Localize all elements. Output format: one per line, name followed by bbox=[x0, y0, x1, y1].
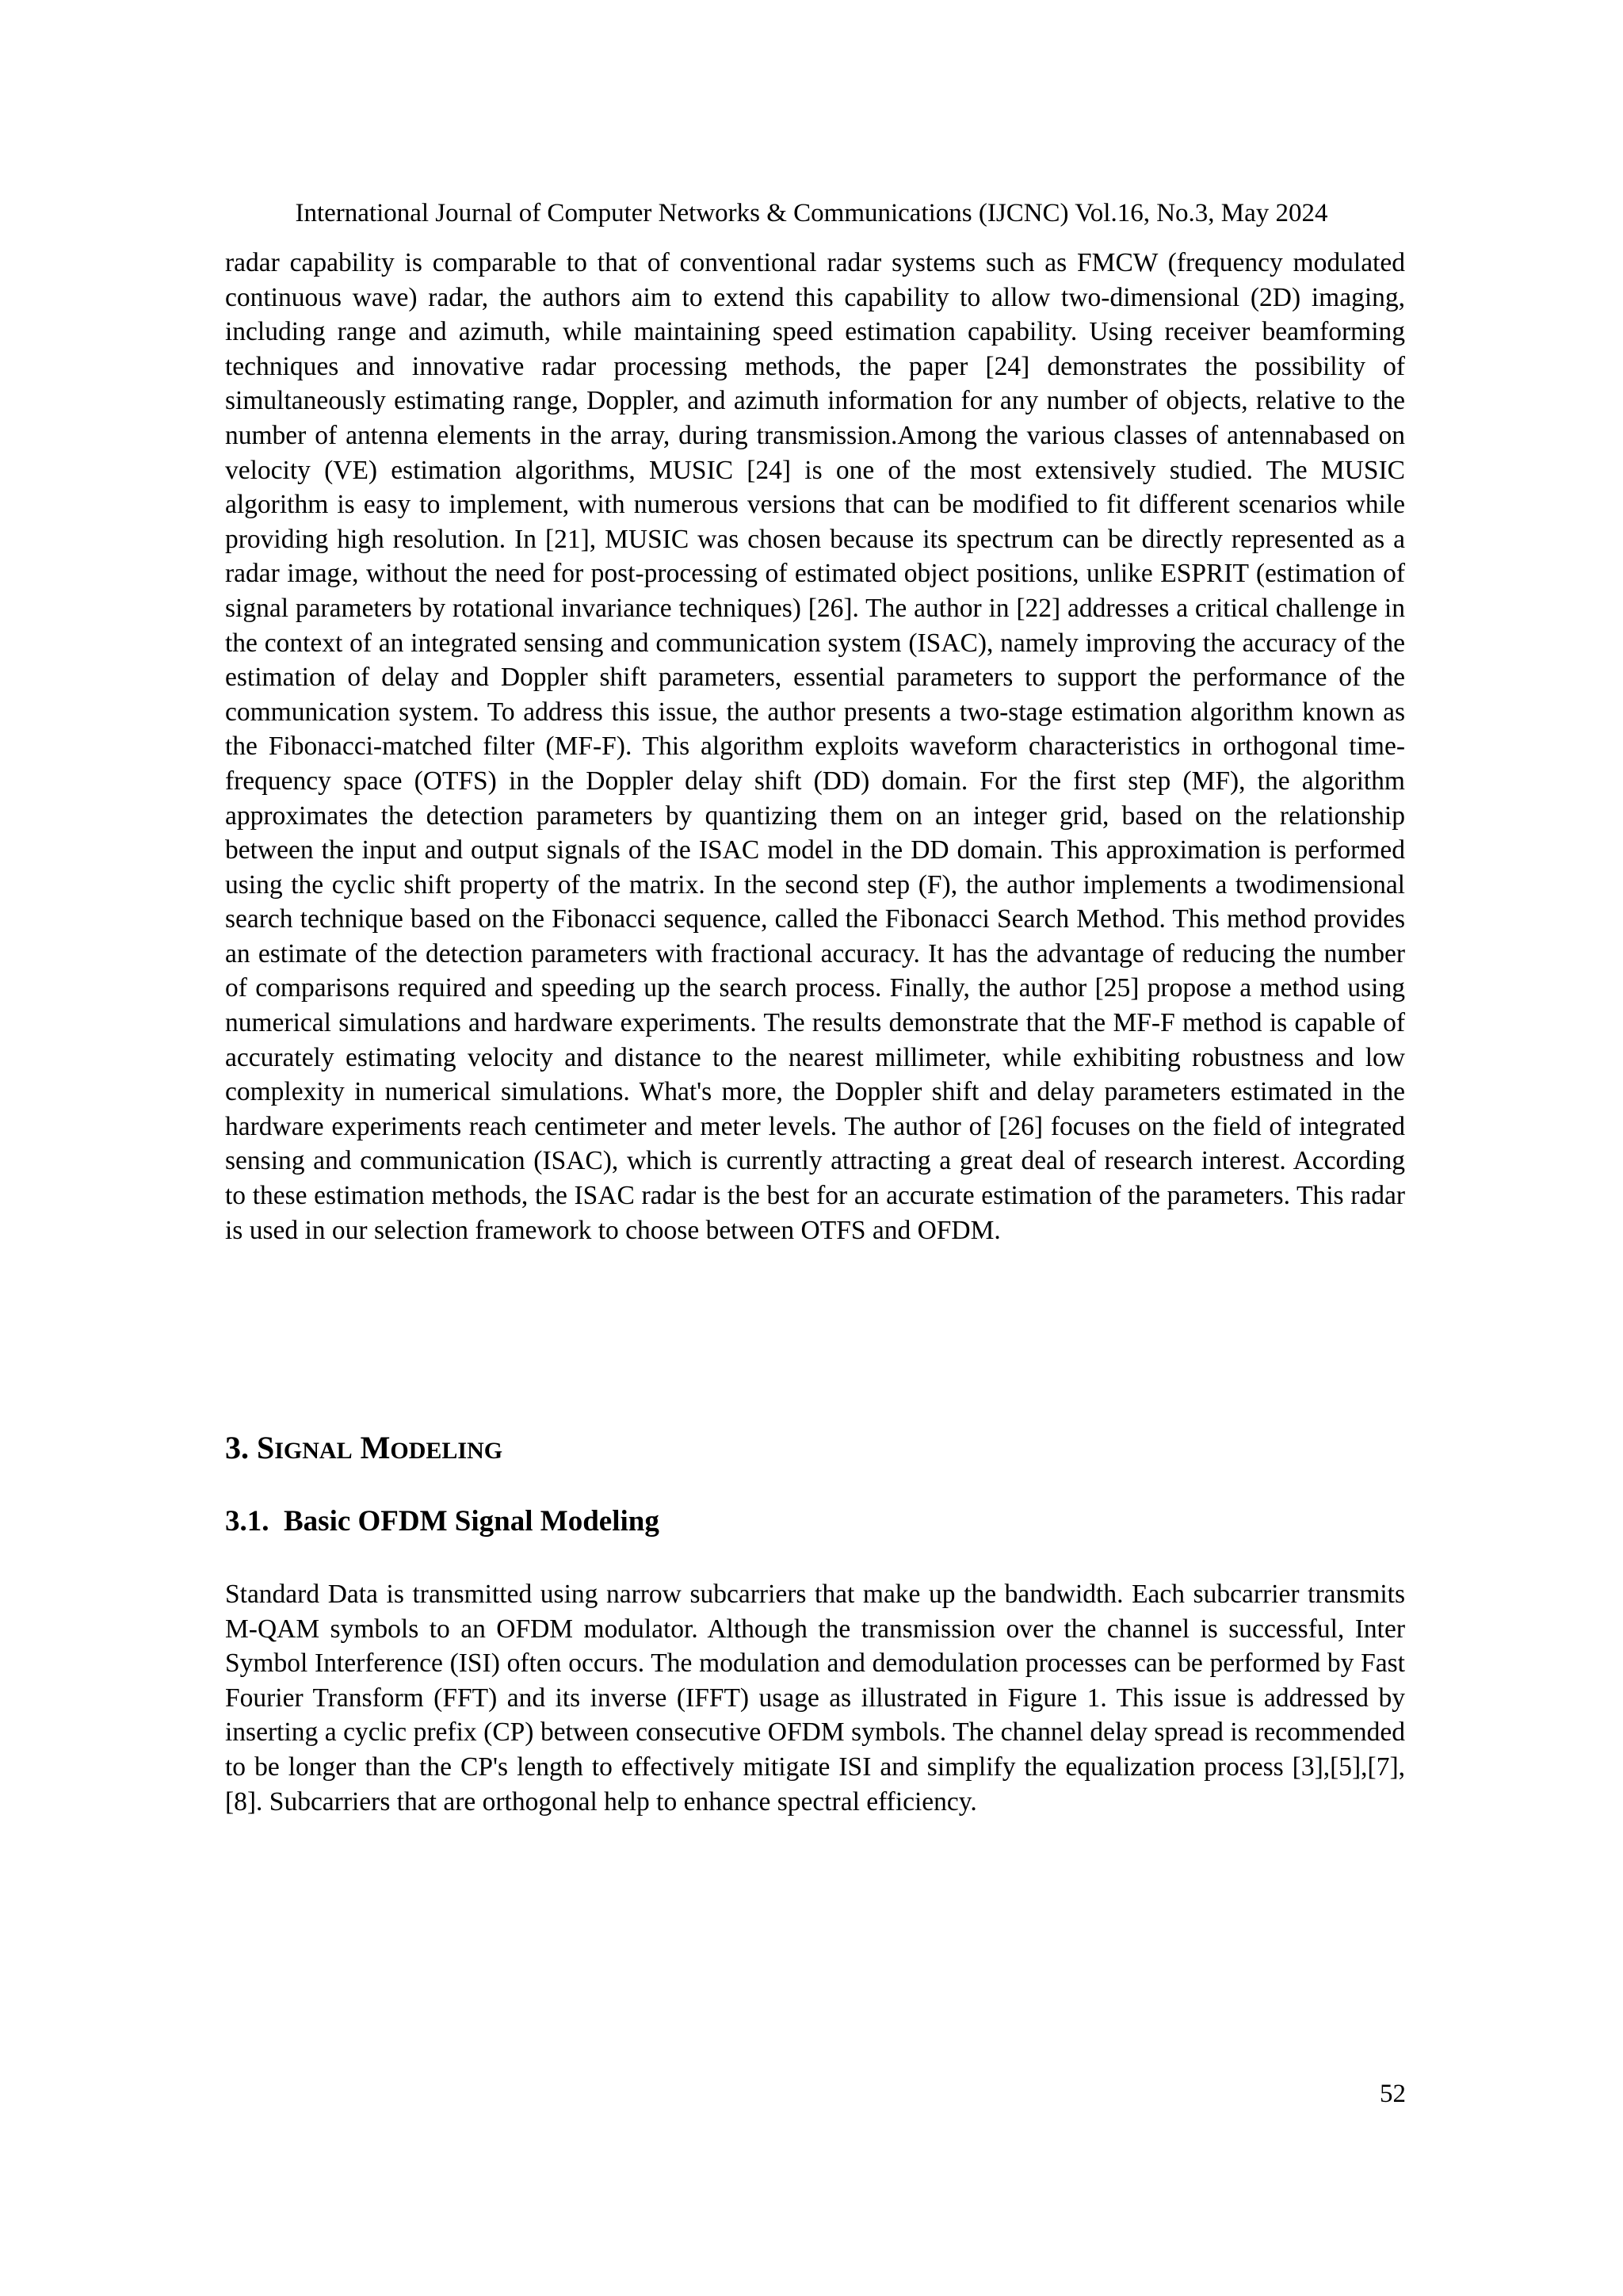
section-title-word1-rest: IGNAL bbox=[274, 1438, 353, 1464]
section-title-word2-initial: M bbox=[360, 1430, 391, 1465]
page-number: 52 bbox=[1380, 2080, 1406, 2108]
body-paragraph-intro: radar capability is comparable to that of conventional radar systems such as FMCW (frequency modulated continuous wave) radar, the authors aim to extend this capability to allow two-dimensional (2D) imaging, including range and azimuth, while maintaining speed estimation capability. Using receiver beamforming techniques and innovative radar processing methods, the paper [24] demonstrates the possibility of simultaneously estimating range, Doppler, and azimuth information for any number of objects, relative to the number of antenna elements in the array, during transmission.Among the various classes of antennabased on velocity (VE) estimation algorithms, MUSIC [24] is one of the most extensively studied. The MUSIC algorithm is easy to implement, with numerous versions that can be modified to fit different scenarios while providing high resolution. In [21], MUSIC was chosen because its spectrum can be directly represented as a radar image, without the need for post-processing of estimated object positions, unlike ESPRIT (estimation of signal parameters by rotational invariance techniques) [26]. The author in [22] addresses a critical challenge in the context of an integrated sensing and communication system (ISAC), namely improving the accuracy of the estimation of delay and Doppler shift parameters, essential parameters to support the performance of the communication system. To address this issue, the author presents a two-stage estimation algorithm known as the Fibonacci-matched filter (MF-F). This algorithm exploits waveform characteristics in orthogonal time-frequency space (OTFS) in the Doppler delay shift (DD) domain. For the first step (MF), the algorithm approximates the detection parameters by quantizing them on an integer grid, based on the relationship between the input and output signals of the ISAC model in the DD domain. This approximation is performed using the cyclic shift property of the matrix. In the second step (F), the author implements a twodimensional search technique based on the Fibonacci sequence, called the Fibonacci Search Method. This method provides an estimate of the detection parameters with fractional accuracy. It has the advantage of reducing the number of comparisons required and speeding up the search process. Finally, the author [25] propose a method using numerical simulations and hardware experiments. The results demonstrate that the MF-F method is capable of accurately estimating velocity and distance to the nearest millimeter, while exhibiting robustness and low complexity in numerical simulations. What's more, the Doppler shift and delay parameters estimated in the hardware experiments reach centimeter and meter levels. The author of [26] focuses on the field of integrated sensing and communication (ISAC), which is currently attracting a great deal of research interest. According to these estimation methods, the ISAC radar is the best for an accurate estimation of the parameters. This radar is used in our selection framework to choose between OTFS and OFDM. bbox=[225, 248, 1405, 1245]
running-header: International Journal of Computer Networks & Communications (IJCNC) Vol.16, No.3, May 2024 bbox=[295, 199, 1328, 227]
subsection-title: Basic OFDM Signal Modeling bbox=[284, 1505, 659, 1538]
section-title-word1-initial: S bbox=[257, 1430, 275, 1465]
subsection-heading-basic-ofdm bbox=[225, 1503, 659, 1541]
body-paragraph-ofdm: Standard Data is transmitted using narrow subcarriers that make up the bandwidth. Each subcarrier transmits M-QAM symbols to an OFDM modulator. Although the transmission over the channel is successful, Inter Symbol Interference (ISI) often occurs. The modulation and demodulation processes can be performed by Fast Fourier Transform (FFT) and its inverse (IFFT) usage as illustrated in Figure 1. This issue is addressed by inserting a cyclic prefix (CP) between consecutive OFDM symbols. The channel delay spread is recommended to be longer than the CP's length to effectively mitigate ISI and simplify the equalization process [3],[5],[7],[8]. Subcarriers that are orthogonal help to enhance spectral efficiency. bbox=[225, 1580, 1405, 1817]
subsection-number: 3.1. bbox=[225, 1505, 269, 1538]
section-number: 3. bbox=[225, 1430, 249, 1465]
section-title-word2-rest: ODELING bbox=[390, 1438, 503, 1464]
section-heading-signal-modeling bbox=[225, 1428, 502, 1471]
